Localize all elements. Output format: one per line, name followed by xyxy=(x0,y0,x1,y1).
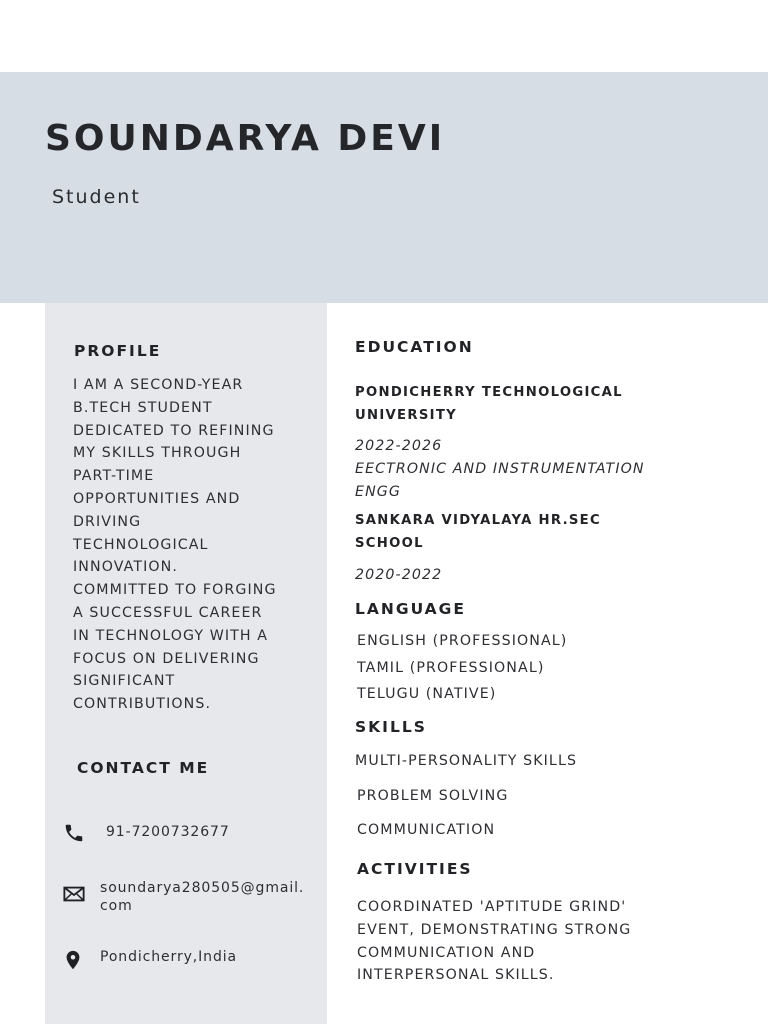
education-course: EECTRONIC AND INSTRUMENTATION xyxy=(355,461,645,477)
activities-line: COMMUNICATION AND xyxy=(357,944,536,961)
skills-heading: SKILLS xyxy=(355,718,427,736)
email-line: com xyxy=(100,898,133,914)
school-line: PONDICHERRY TECHNOLOGICAL xyxy=(355,385,623,400)
contact-heading: CONTACT ME xyxy=(77,759,210,777)
contact-phone: 91-7200732677 xyxy=(106,824,230,840)
skill-item: MULTI-PERSONALITY SKILLS xyxy=(355,753,578,769)
profile-line: TECHNOLOGICAL xyxy=(73,536,209,553)
language-item: TAMIL (PROFESSIONAL) xyxy=(357,660,545,676)
school-line: UNIVERSITY xyxy=(355,408,457,423)
language-heading: LANGUAGE xyxy=(355,600,466,618)
profile-line: COMMITTED TO FORGING xyxy=(73,582,277,599)
activities-text xyxy=(357,896,631,987)
candidate-role: Student xyxy=(52,186,141,208)
education-years: 2020-2022 xyxy=(355,567,443,583)
profile-line: INNOVATION. xyxy=(73,559,178,576)
profile-text xyxy=(73,374,309,716)
education-heading: EDUCATION xyxy=(355,338,474,356)
education-years: 2022-2026 xyxy=(355,438,443,454)
contact-email xyxy=(100,879,304,915)
profile-line: PART-TIME xyxy=(73,468,155,485)
email-line: soundarya280505@gmail. xyxy=(100,880,305,896)
profile-line: B.TECH STUDENT xyxy=(73,399,213,416)
profile-line: SIGNIFICANT xyxy=(73,673,176,690)
contact-location: Pondicherry,India xyxy=(100,949,238,965)
school-line: SANKARA VIDYALAYA HR.SEC xyxy=(355,513,601,528)
phone-icon xyxy=(63,822,85,844)
profile-line: CONTRIBUTIONS. xyxy=(73,696,212,713)
education-school xyxy=(355,381,623,427)
activities-line: EVENT, DEMONSTRATING STRONG xyxy=(357,921,632,938)
profile-line: DRIVING xyxy=(73,513,142,530)
profile-line: I AM A SECOND-YEAR xyxy=(73,377,244,393)
candidate-name: SOUNDARYA DEVI xyxy=(45,118,446,159)
skill-item: COMMUNICATION xyxy=(357,822,496,838)
language-item: ENGLISH (PROFESSIONAL) xyxy=(357,633,568,649)
profile-heading: PROFILE xyxy=(74,342,162,360)
profile-line: MY SKILLS THROUGH xyxy=(73,445,242,462)
profile-line: OPPORTUNITIES AND xyxy=(73,490,241,507)
skill-item: PROBLEM SOLVING xyxy=(357,788,509,804)
profile-line: A SUCCESSFUL CAREER xyxy=(73,604,263,621)
education-course: ENGG xyxy=(355,484,401,500)
profile-line: DEDICATED TO REFINING xyxy=(73,422,275,439)
language-item: TELUGU (NATIVE) xyxy=(357,686,497,702)
location-pin-icon xyxy=(62,949,84,971)
education-school xyxy=(355,509,601,555)
school-line: SCHOOL xyxy=(355,536,424,551)
profile-line: FOCUS ON DELIVERING xyxy=(73,650,260,667)
activities-line: COORDINATED 'APTITUDE GRIND' xyxy=(357,899,627,915)
profile-line: IN TECHNOLOGY WITH A xyxy=(73,627,269,644)
activities-line: INTERPERSONAL SKILLS. xyxy=(357,967,555,984)
mail-icon xyxy=(62,883,86,905)
activities-heading: ACTIVITIES xyxy=(357,860,473,878)
